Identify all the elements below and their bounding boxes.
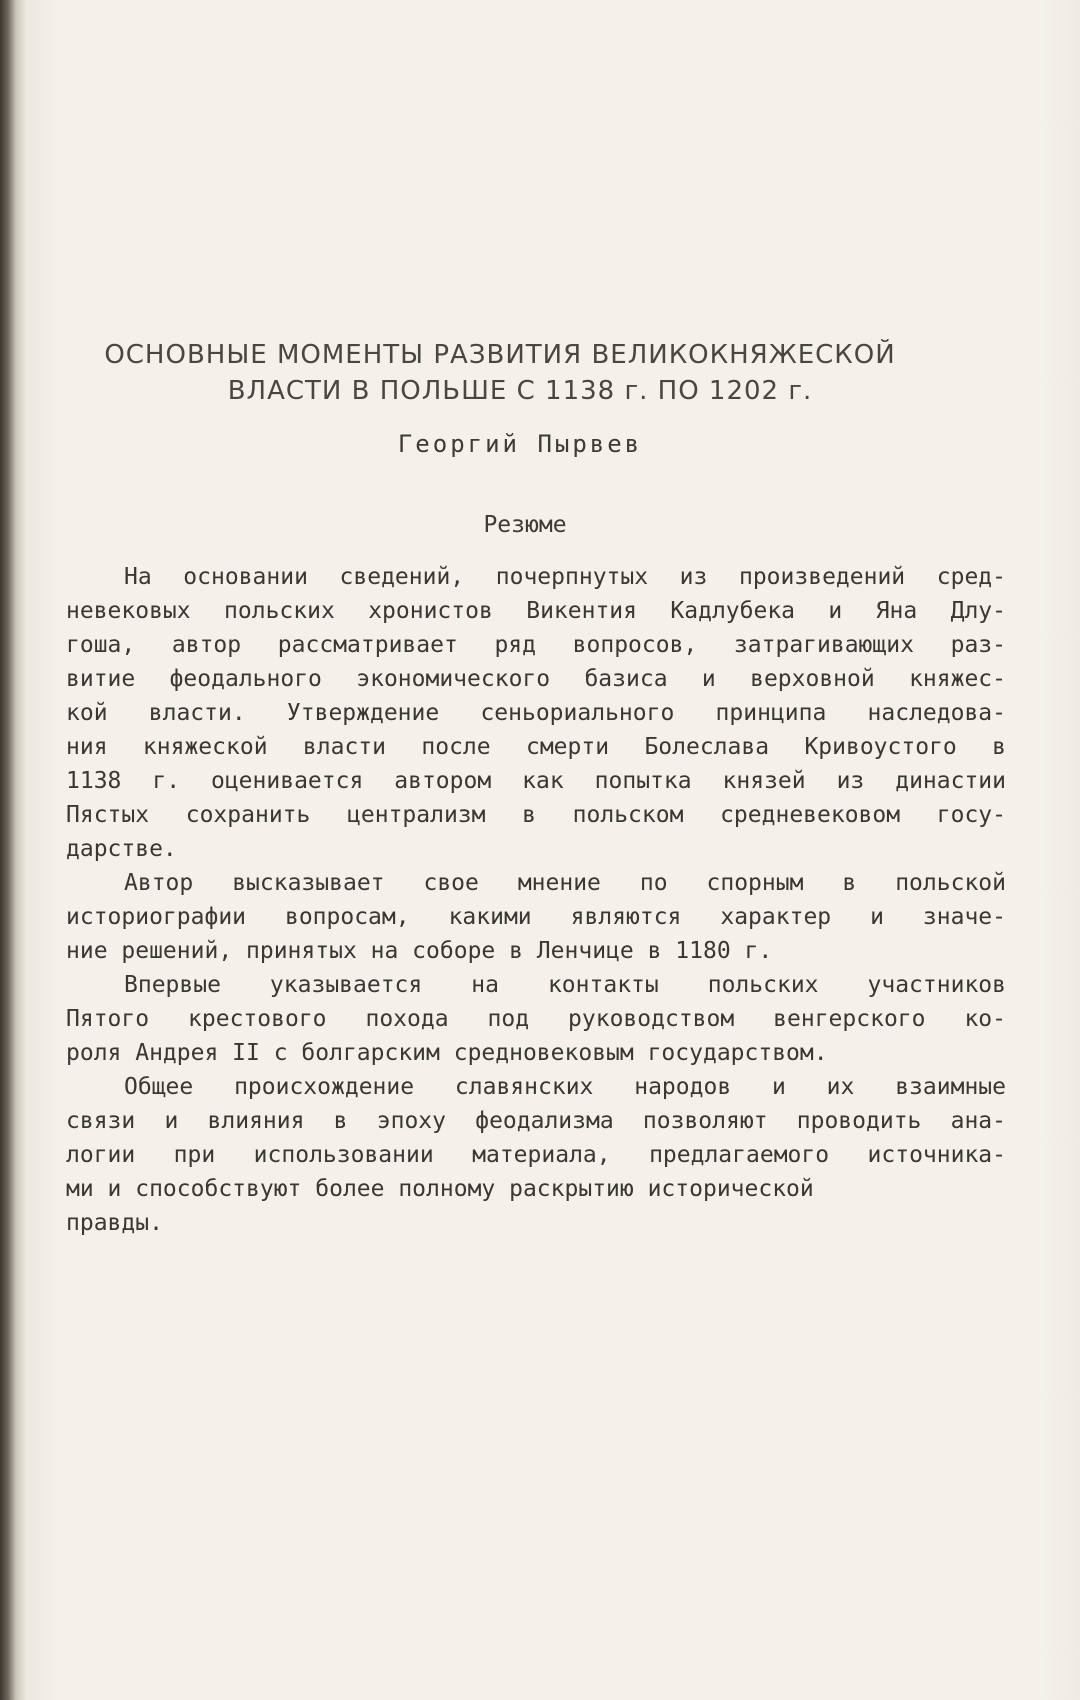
text-line: ние решений, принятых на соборе в Ленчице в 1180 г. xyxy=(66,938,773,964)
text-line: кой власти. Утверждение сеньориального принципа наследова- xyxy=(66,700,1006,726)
text-line: ми и способствуют более полному раскрытию исторической xyxy=(66,1176,814,1202)
text-line: логии при использовании материала, предлагаемого источника- xyxy=(66,1142,1006,1168)
text-line: витие феодального экономического базиса и верховной княжес- xyxy=(66,666,1006,692)
author-name: Георгий Пырвев xyxy=(397,430,643,458)
article-title-line-1: ОСНОВНЫЕ МОМЕНТЫ РАЗВИТИЯ ВЕЛИКОКНЯЖЕСКОЙ xyxy=(104,340,896,370)
text-line: Впервые указывается на контакты польских участников xyxy=(124,972,1006,998)
text-line: Автор высказывает свое мнение по спорным в польской xyxy=(124,870,1006,896)
summary-heading: Резюме xyxy=(483,512,567,538)
text-line: Пятого крестового похода под руководством венгерского ко- xyxy=(66,1006,1006,1032)
text-line: дарстве. xyxy=(66,836,177,862)
text-line: ния княжеской власти после смерти Болеслава Кривоустого в xyxy=(66,734,1006,760)
text-line: гоша, автор рассматривает ряд вопросов, затрагивающих раз- xyxy=(66,632,1006,658)
text-line: невековых польских хронистов Викентия Кадлубека и Яна Длу- xyxy=(66,598,1006,624)
text-line: роля Андрея II с болгарским средновековым государством. xyxy=(66,1040,828,1066)
text-line: 1138 г. оценивается автором как попытка князей из династии xyxy=(66,768,1006,794)
text-line: историографии вопросам, какими являются характер и значе- xyxy=(66,904,1006,930)
article-title-line-2: ВЛАСТИ В ПОЛЬШЕ С 1138 г. ПО 1202 г. xyxy=(227,376,813,406)
summary-body xyxy=(66,560,1006,1240)
text-line: Пястых сохранить централизм в польском средневековом госу- xyxy=(66,802,1006,828)
text-line: На основании сведений, почерпнутых из произведений сред- xyxy=(124,564,1006,590)
text-line: связи и влияния в эпоху феодализма позволяют проводить ана- xyxy=(66,1108,1006,1134)
text-line: Общее происхождение славянских народов и их взаимные xyxy=(124,1074,1006,1100)
text-line: правды. xyxy=(66,1210,163,1236)
